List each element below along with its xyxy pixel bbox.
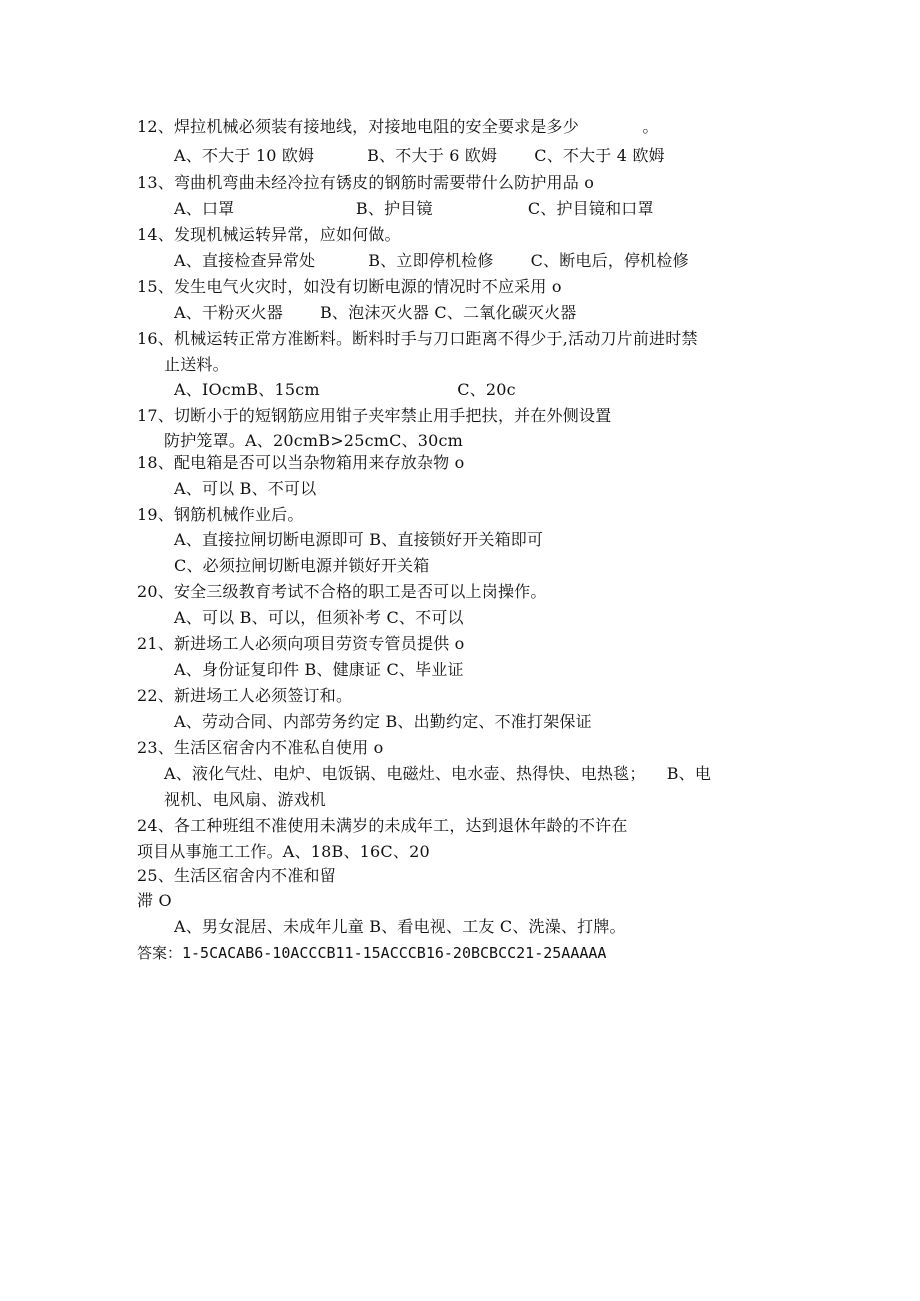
- question-17: 17、切断小于的短钢筋应用钳子夹牢禁止用手把扶，并在外侧设置: [137, 406, 612, 425]
- question-25-options: A、男女混居、未成年儿童 B、看电视、工友 C、洗澡、打牌。: [174, 917, 626, 936]
- question-25-continued: 滞 O: [137, 891, 172, 910]
- question-14-options: A、直接检查异常处 B、立即停机检修 C、断电后，停机检修: [174, 251, 689, 270]
- question-23-options: A、液化气灶、电炉、电饭锅、电磁灶、电水壶、热得快、电热毯； B、电: [164, 764, 712, 783]
- question-15: 15、发生电气火灾时，如没有切断电源的情况时不应采用 o: [137, 277, 562, 296]
- question-16-options: A、IOcmB、15cm C、20c: [174, 380, 516, 399]
- question-20: 20、安全三级教育考试不合格的职工是否可以上岗操作。: [137, 582, 547, 601]
- question-13: 13、弯曲机弯曲未经冷拉有锈皮的钢筋时需要带什么防护用品 o: [137, 173, 595, 192]
- question-19-option-c: C、必须拉闸切断电源并锁好开关箱: [174, 556, 430, 575]
- question-21: 21、新进场工人必须向项目劳资专管员提供 o: [137, 634, 465, 653]
- question-19: 19、钢筋机械作业后。: [137, 505, 304, 524]
- question-20-options: A、可以 B、可以，但须补考 C、不可以: [174, 608, 464, 627]
- question-24-continued: 项目从事施工工作。A、18B、16C、20: [137, 842, 430, 861]
- question-12: 12、焊拉机械必须装有接地线，对接地电阻的安全要求是多少 。: [137, 117, 659, 136]
- question-22-options: A、劳动合同、内部劳务约定 B、出勤约定、不准打架保证: [174, 712, 592, 731]
- question-13-options: A、口罩 B、护目镜 C、护目镜和口罩: [174, 199, 654, 218]
- question-16-continued: 止送料。: [164, 355, 229, 374]
- question-23-options-continued: 视机、电风扇、游戏机: [164, 790, 327, 809]
- question-25: 25、生活区宿舍内不准和留: [137, 866, 336, 885]
- question-16: 16、机械运转正常方准断料。断料时手与刀口距离不得少于,活动刀片前进时禁: [137, 329, 698, 348]
- answer-key: 答案：1-5CACAB6-10ACCCB11-15ACCCB16-20BCBCC21-25AAAAA: [137, 944, 607, 962]
- question-19-options-ab: A、直接拉闸切断电源即可 B、直接锁好开关箱即可: [174, 530, 544, 549]
- question-18-options: A、可以 B、不可以: [174, 479, 317, 498]
- question-22: 22、新进场工人必须签订和。: [137, 686, 353, 705]
- question-24: 24、各工种班组不准使用未满岁的未成年工，达到退休年龄的不许在: [137, 816, 628, 835]
- question-21-options: A、身份证复印件 B、健康证 C、毕业证: [174, 660, 464, 679]
- question-12-options: A、不大于 10 欧姆 B、不大于 6 欧姆 C、不大于 4 欧姆: [174, 146, 665, 165]
- question-17-continued: 防护笼罩。A、20cmB>25cmC、30cm: [164, 431, 464, 450]
- question-15-options: A、干粉灭火器 B、泡沫灭火器 C、二氧化碳灭火器: [174, 303, 577, 322]
- question-14: 14、发现机械运转异常，应如何做。: [137, 225, 401, 244]
- question-18: 18、配电箱是否可以当杂物箱用来存放杂物 o: [137, 453, 465, 472]
- question-23: 23、生活区宿舍内不准私自使用 o: [137, 738, 384, 757]
